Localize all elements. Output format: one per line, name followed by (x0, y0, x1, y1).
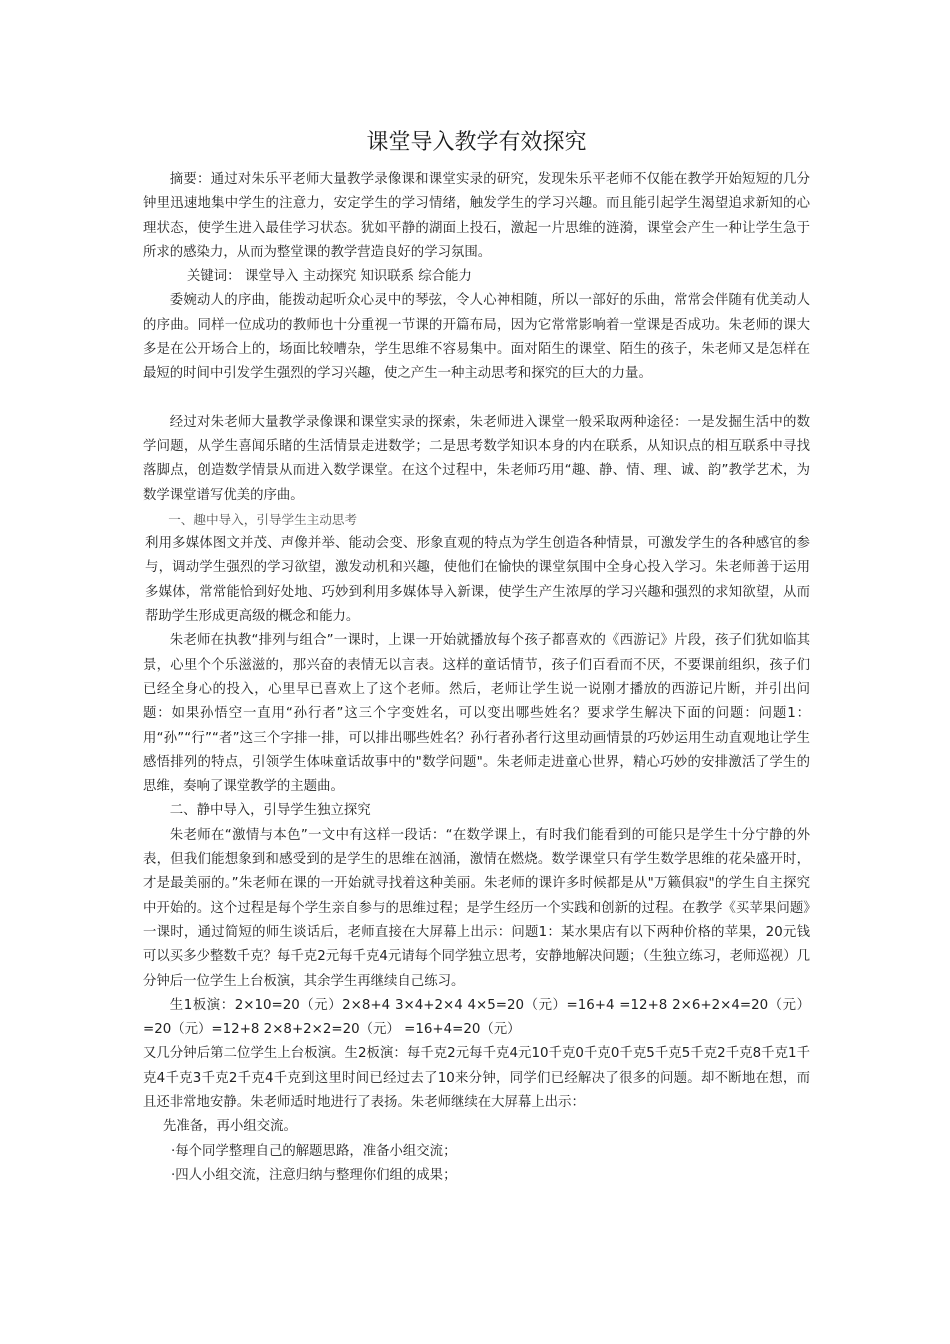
section-2-heading: 二、静中导入，引导学生独立探究 (169, 803, 371, 819)
section-2-paragraph-1: 朱老师在“激情与本色”一文中有这样一段话：“在数学课上，有时我们能看到的可能只是学生十分宁静的外表，但我们能想象到和感受到的是学生的思维在汹涌，激情在燃烧。数学课堂只有学生数学思维的花朵盛开时，才是最美丽的。”朱老师在课的一开始就寻找着这种美丽。朱老师的课许多时候都是从"万籁俱寂"的学生自主探究中开始的。这个过程是每个学生亲自参与的思维过程；是学生经历一个实践和创新的过程。在教学《买苹果问题》一课时，通过简短的师生谈话后，老师直接在大屏幕上出示：问题1：某水果店有以下两种价格的苹果，20元钱可以买多少整数千克？每千克2元每千克4元请每个同学独立思考，安静地解决问题；（生独立练习，老师巡视）几分钟后一位学生上台板演，其余学生再继续自己练习。 (143, 827, 810, 989)
section-1-paragraph-2: 朱老师在执教“排列与组合”一课时，上课一开始就播放每个孩子都喜欢的《西游记》片段，孩子们犹如临其景，心里个个乐滋滋的，那兴奋的表情无以言表。这样的童话情节，孩子们百看而不厌，不要课前组织，孩子们已经全身心的投入，心里早已喜欢上了这个老师。然后，老师让学生说一说刚才播放的西游记片断，并引出问题：如果孙悟空一直用“孙行者”这三个字变姓名，可以变出哪些姓名？要求学生解决下面的问题：问题1：用“孙”“行”“者”这三个字排一排，可以排出哪些姓名？孙行者孙者行这里动画情景的巧妙运用生动直观地让学生感悟排列的特点，引领学生体味童话故事中的"数学问题"。朱老师走进童心世界，精心巧妙的安排激活了学生的思维，奏响了课堂教学的主题曲。 (143, 633, 810, 795)
keywords-line: 关键词： 课堂导入 主动探究 知识联系 综合能力 (187, 269, 472, 285)
blank-line (143, 387, 810, 411)
bullet-item-1: ·每个同学整理自己的解题思路，准备小组交流； (171, 1143, 457, 1159)
overview-paragraph: 经过对朱老师大量教学录像课和课堂实录的探索，朱老师进入课堂一般采取两种途径：一是发掘生活中的数学问题，从学生喜闻乐睹的生活情景走进数学；二是思考数学知识本身的内在联系，从知识点的相互联系中寻找落脚点，创造数学情景从而进入数学课堂。在这个过程中，朱老师巧用“趣、静、情、理、诚、韵”教学艺术，为数学课堂谱写优美的序曲。 (143, 414, 810, 503)
section-1-heading: 一、趣中导入，引导学生主动思考 (168, 511, 358, 527)
section-1-paragraph-1: 利用多媒体图文并茂、声像并举、能动会变、形象直观的特点为学生创造各种情景，可激发学生的各种感官的参与，调动学生强烈的学习欲望，激发动机和兴趣，使他们在愉快的课堂氛围中全身心投入学习。朱老师善于运用多媒体，常常能恰到好处地、巧妙到利用多媒体导入新课，使学生产生浓厚的学习兴趣和强烈的求知欲望，从而帮助学生形成更高级的概念和能力。 (145, 536, 810, 625)
screen-prompt: 先准备，再小组交流。 (163, 1119, 297, 1135)
intro-paragraph: 委婉动人的序曲，能拨动起听众心灵中的琴弦，令人心神相随，所以一部好的乐曲，常常会伴随有优美动人的序曲。同样一位成功的教师也十分重视一节课的开篇布局，因为它常常影响着一堂课是否成功。朱老师的课大多是在公开场合上的，场面比较嘈杂，学生思维不容易集中。面对陌生的课堂、陌生的孩子，朱老师又是怎样在最短的时间中引发学生强烈的学习兴趣，使之产生一种主动思考和探究的巨大的力量。 (143, 293, 810, 382)
document-title: 课堂导入教学有效探究 (366, 130, 587, 155)
abstract-paragraph: 摘要：通过对朱乐平老师大量教学录像课和课堂实录的研究，发现朱乐平老师不仅能在教学开始短短的几分钟里迅速地集中学生的注意力，安定学生的学习情绪，触发学生的学习兴趣。而且能引起学生渴望追求新知的心理状态，使学生进入最佳学习状态。犹如平静的湖面上投石，激起一片思维的涟漪，课堂会产生一种让学生急于所求的感染力，从而为整堂课的教学营造良好的学习氛围。 (143, 172, 810, 260)
bullet-item-2: ·四人小组交流，注意归纳与整理你们组的成果； (171, 1167, 457, 1183)
section-2-board-work-1: 生1板演：2×10=20（元）2×8+4 3×4+2×4 4×5=20（元）=16+4 =12+8 2×6+2×4=20（元） =20（元）=12+8 2×8+2×2=20（元） =16+4=20（元） (143, 997, 810, 1038)
section-2-paragraph-3: 又几分钟后第二位学生上台板演。生2板演：每千克2元每千克4元10千克0千克0千克5千克5千克2千克8千克1千克4千克3千克2千克4千克到这里时间已经过去了10来分钟，同学们已经解决了很多的问题。却不断地在想，而且还非常地安静。朱老师适时地进行了表扬。朱老师继续在大屏幕上出示： (143, 1046, 810, 1110)
